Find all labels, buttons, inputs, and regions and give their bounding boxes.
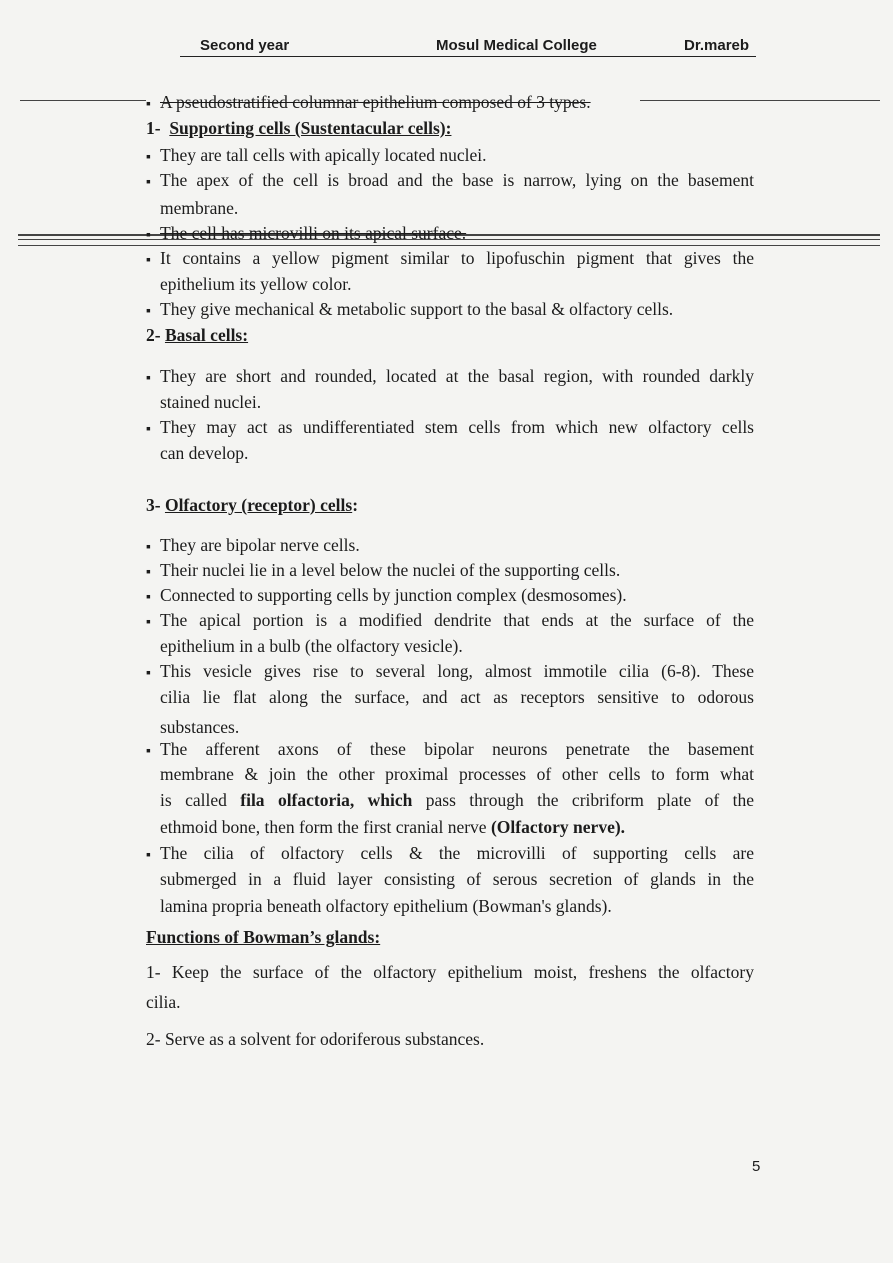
bullet-item: ▪ The apical portion is a modified dendrite that ends at the surface of the xyxy=(146,610,754,633)
bullet-item: ▪ Their nuclei lie in a level below the nuclei of the supporting cells. xyxy=(146,560,620,583)
bullet-item: ▪ They are bipolar nerve cells. xyxy=(146,535,360,558)
section-heading: 2- Basal cells: xyxy=(146,325,249,345)
bullet-item: ▪ The afferent axons of these bipolar neurons penetrate the basement xyxy=(146,739,754,762)
bullet-item: ▪ The cilia of olfactory cells & the microvilli of supporting cells are xyxy=(146,843,754,866)
bullet-item: ▪ Connected to supporting cells by junction complex (desmosomes). xyxy=(146,585,627,608)
page-number: 5 xyxy=(752,1158,761,1175)
scan-line xyxy=(640,100,880,101)
bullet-continuation: substances. xyxy=(160,717,240,737)
bullet-continuation: epithelium its yellow color. xyxy=(160,274,352,294)
bullet-item: ▪ The apex of the cell is broad and the base is narrow, lying on the basement xyxy=(146,170,754,193)
function-continuation: cilia. xyxy=(146,992,181,1012)
bullet-item: ▪ They give mechanical & metabolic support to the basal & olfactory cells. xyxy=(146,299,673,322)
header-left: Second year xyxy=(200,37,290,54)
header-center: Mosul Medical College xyxy=(436,37,597,54)
function-item: 2- Serve as a solvent for odoriferous substances. xyxy=(146,1029,485,1049)
bullet-continuation: is called fila olfactoria, which pass through the cribriform plate of the xyxy=(160,790,754,810)
bullet-continuation: cilia lie flat along the surface, and act as receptors sensitive to odorous xyxy=(160,687,754,707)
bullet-item: ▪ They are short and rounded, located at the basal region, with rounded darkly xyxy=(146,366,754,389)
bullet-item: ▪ This vesicle gives rise to several long, almost immotile cilia (6-8). These xyxy=(146,661,754,684)
bullet-continuation: submerged in a fluid layer consisting of serous secretion of glands in the xyxy=(160,869,754,889)
header-right: Dr.mareb xyxy=(684,37,750,54)
bullet-item: ▪ They are tall cells with apically located nuclei. xyxy=(146,145,487,168)
intro-line: ▪ A pseudostratified columnar epithelium composed of 3 types. xyxy=(146,92,591,115)
bullet-continuation: membrane. xyxy=(160,198,239,218)
bullet-continuation: epithelium in a bulb (the olfactory vesicle). xyxy=(160,636,463,656)
bullet-continuation: stained nuclei. xyxy=(160,392,262,412)
scan-line xyxy=(20,100,146,101)
section-heading: 3- Olfactory (receptor) cells: xyxy=(146,495,359,515)
function-item: 1- Keep the surface of the olfactory epithelium moist, freshens the olfactory xyxy=(146,962,754,982)
bullet-item: ▪ It contains a yellow pigment similar to lipofuschin pigment that gives the xyxy=(146,248,754,271)
bullet-continuation: ethmoid bone, then form the first cranial nerve (Olfactory nerve). xyxy=(160,817,626,837)
bullet-item: ▪ The cell has microvilli on its apical surface. xyxy=(146,223,466,246)
bullet-continuation: lamina propria beneath olfactory epithelium (Bowman's glands). xyxy=(160,896,612,916)
bullet-continuation: can develop. xyxy=(160,443,249,463)
section-heading: Functions of Bowman’s glands: xyxy=(146,927,381,947)
bullet-item: ▪ They may act as undifferentiated stem cells from which new olfactory cells xyxy=(146,417,754,440)
bullet-continuation: membrane & join the other proximal processes of other cells to form what xyxy=(160,764,754,784)
page-header xyxy=(180,36,756,57)
section-heading: 1- Supporting cells (Sustentacular cells): xyxy=(146,118,452,138)
